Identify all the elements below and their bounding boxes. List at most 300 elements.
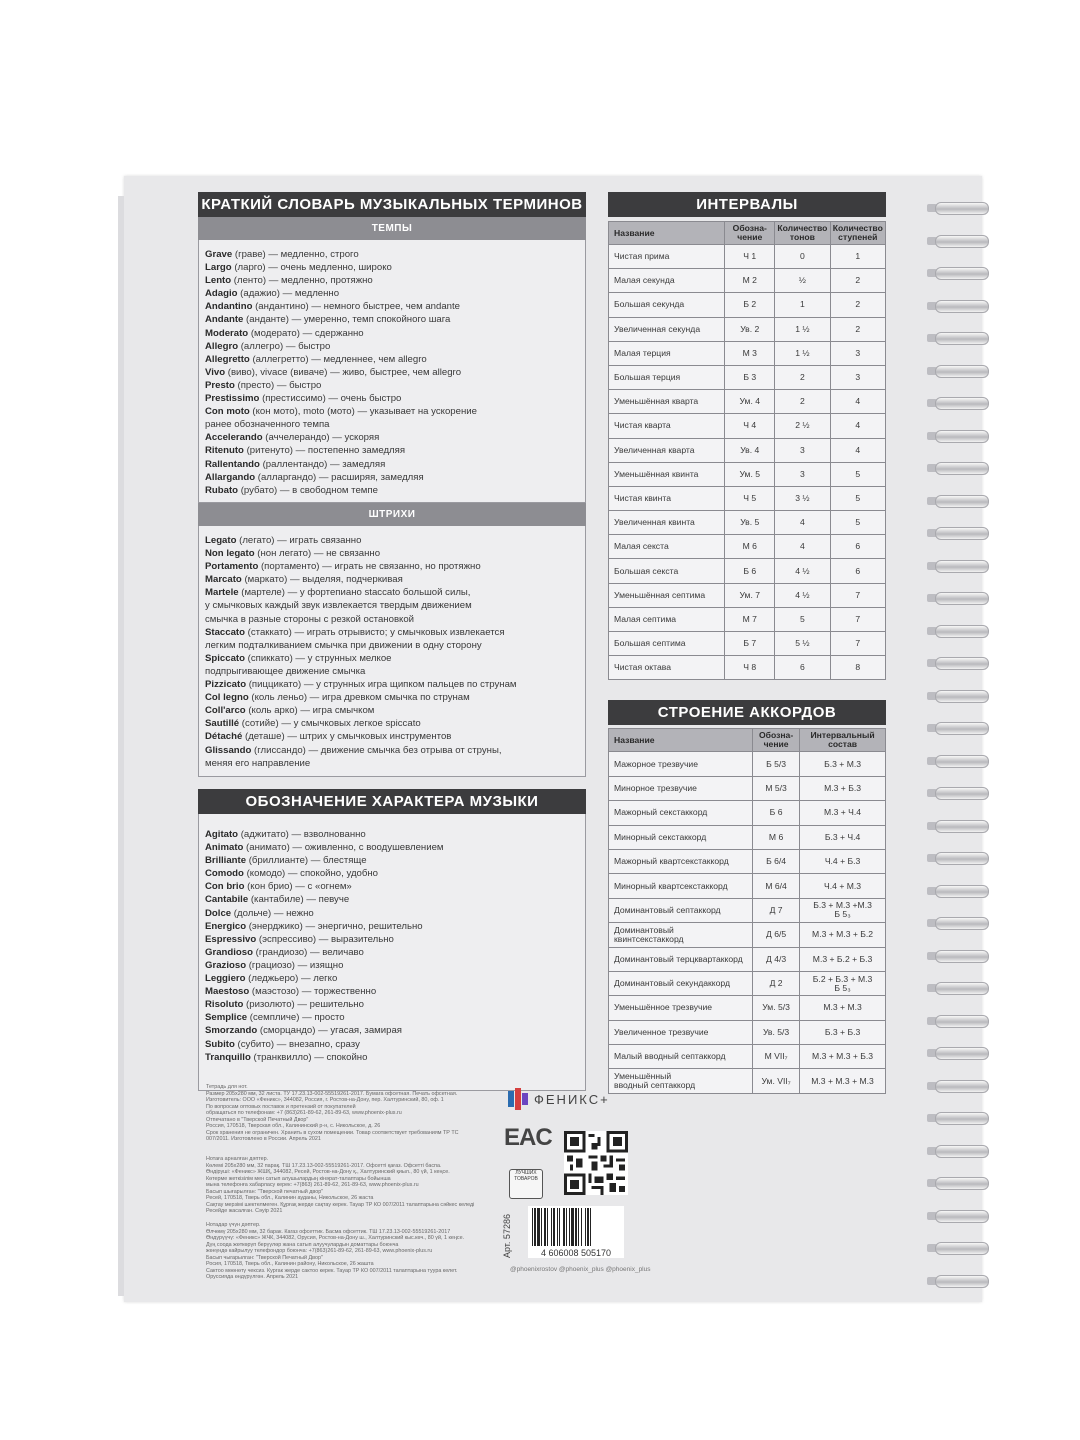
term-word: Prestissimo — [205, 393, 260, 405]
stroke_terms-term — [205, 626, 579, 639]
table-cell: 3 — [775, 462, 830, 486]
term-definition: (субито) — внезапно, сразу — [234, 1038, 360, 1050]
term-definition: (маркато) — выделяя, подчеркивая — [241, 574, 403, 586]
table-cell: Малая септима — [609, 607, 725, 631]
table-row — [609, 438, 886, 462]
spiral-ring — [925, 1240, 987, 1256]
table-cell: Большая септима — [609, 632, 725, 656]
spiral-ring — [925, 298, 987, 314]
term-definition: (аллегро) — быстро — [238, 340, 331, 352]
spiral-ring — [925, 363, 987, 379]
term-word: Détaché — [205, 731, 243, 743]
table-cell: Уменьшённая септима — [609, 583, 725, 607]
term-definition: (аччелерандо) — ускоряя — [262, 432, 380, 444]
term-definition: (сморцандо) — угасая, замирая — [257, 1025, 402, 1037]
strokes-header: ШТРИХИ — [198, 503, 586, 526]
term-word: Grazioso — [205, 959, 247, 971]
table-cell: 3 — [775, 438, 830, 462]
barcode-bar — [551, 1208, 552, 1246]
stroke_terms-term — [205, 573, 579, 586]
tempo_terms-term — [205, 444, 579, 457]
term-word: Largo — [205, 262, 232, 274]
notebook-back-cover — [124, 176, 982, 1302]
table-cell: 6 — [775, 656, 830, 680]
tempo_terms-term — [205, 340, 579, 353]
term-definition: (энерджико) — энергично, решительно — [246, 920, 423, 932]
stroke_terms-term — [205, 744, 579, 757]
table-cell: Ум. 5 — [725, 462, 775, 486]
character_terms-term — [205, 998, 579, 1011]
table-row — [609, 996, 886, 1020]
table-cell: Д 2 — [753, 971, 800, 995]
table-cell: М.3 + Ч.4 — [800, 801, 886, 825]
spiral-ring — [925, 1045, 987, 1061]
table-row — [609, 607, 886, 631]
term-word: Allargando — [205, 471, 256, 483]
table-cell: Доминантовый септаккорд — [609, 898, 753, 922]
table-cell: М 6/4 — [753, 874, 800, 898]
tables-column — [608, 192, 886, 1094]
table-cell: 4 — [830, 438, 885, 462]
barcode-digits: 4 606008 505170 — [540, 1248, 612, 1258]
spiral-ring — [925, 883, 987, 899]
barcode-bar — [532, 1208, 533, 1246]
term-definition: (грандиозо) — величаво — [252, 946, 364, 958]
stroke_terms-term — [205, 599, 579, 612]
barcode-bar — [585, 1208, 586, 1246]
barcode-bar — [571, 1208, 574, 1246]
barcode-bar — [537, 1208, 540, 1246]
table-cell: 7 — [830, 607, 885, 631]
table-cell: Чистая кварта — [609, 414, 725, 438]
table-cell: 6 — [830, 535, 885, 559]
spiral-ring — [925, 785, 987, 801]
table-cell: Ум. 4 — [725, 390, 775, 414]
spiral-ring — [925, 1143, 987, 1159]
table-cell: Ум. 5/3 — [753, 996, 800, 1020]
table-row — [609, 390, 886, 414]
table-cell: Ч 1 — [725, 245, 775, 269]
term-word: Staccato — [205, 626, 245, 638]
table-cell: Ум. 7 — [725, 583, 775, 607]
spiral-ring — [925, 850, 987, 866]
term-word: Risoluto — [205, 999, 244, 1011]
term-word: Maestoso — [205, 986, 250, 998]
character_terms-term — [205, 985, 579, 998]
term-word: Con brio — [205, 881, 245, 893]
spiral-ring — [925, 330, 987, 346]
spiral-ring — [925, 1013, 987, 1029]
term-word: Energico — [205, 920, 247, 932]
column-header: Интервальный состав — [800, 729, 886, 752]
table-cell: Большая терция — [609, 365, 725, 389]
term-definition: (анимато) — оживленно, с воодушевлением — [243, 842, 444, 854]
table-cell: Увеличенная квинта — [609, 511, 725, 535]
term-definition: меняя его направление — [205, 757, 311, 769]
table-cell: Увеличенная секунда — [609, 317, 725, 341]
spiral-ring — [925, 915, 987, 931]
term-definition: (кон брио) — с «огнем» — [244, 881, 352, 893]
term-definition: (раллентандо) — замедляя — [259, 458, 386, 470]
column-header: Название — [609, 222, 725, 245]
spiral-ring — [925, 590, 987, 606]
tempo_terms-term — [205, 274, 579, 287]
chords-table — [608, 728, 886, 1093]
barcode-bar — [547, 1208, 548, 1246]
term-word: Agitato — [205, 829, 239, 840]
table-cell: Б 2 — [725, 293, 775, 317]
table-cell: М 6 — [725, 535, 775, 559]
table-cell: Малый вводный септаккорд — [609, 1045, 753, 1069]
spiral-ring — [925, 525, 987, 541]
term-word: Leggiero — [205, 973, 246, 985]
table-row — [609, 462, 886, 486]
table-cell: Б 7 — [725, 632, 775, 656]
stroke_terms-term — [205, 717, 579, 730]
spiral-ring — [925, 753, 987, 769]
column-header: Название — [609, 729, 753, 752]
term-word: Adagio — [205, 288, 238, 300]
character-list — [198, 814, 586, 1091]
table-cell: Минорный квартсекстаккорд — [609, 874, 753, 898]
eac-mark: EAC — [504, 1124, 552, 1151]
table-cell: 0 — [775, 245, 830, 269]
table-cell: Мажорное трезвучие — [609, 752, 753, 776]
table-cell: Ув. 2 — [725, 317, 775, 341]
imprint-kz: Нотаға арналған дәптер. Көлемі 205х280 мм, 32 парақ. ТШ 17.23.13-002-55519261-2017. Офсетті қағаз. Офсетті баспа. Өндіруші: «Феникс» ЖШҚ, 344082, Ресей, Ростов-на-Дону қ., Халтуринский қиыл., 80 үй, 1 кеңсе. Көтерме жеткізілім мен сатып алушылардың кінәрат-талаптары бойынша мына телефонға хабарласу керек: +7(863) 261-89-62, 261-89-63, www.phoenix-plus.ru Басып шығарылған: "Тверской печатный двор" Ресей, 170518, Тверь обл., Калинин ауданы, Никольское, 26 жаста Сақтау мерзімі шектелмеген. Құрғақ жерде сақтау керек. Тауар ТР КО 007/2011 талаптарына сәйкес келеді Ресейде жасалған. Сәуір 2021 — [206, 1156, 475, 1214]
term-word: Portamento — [205, 561, 259, 573]
table-cell: М 2 — [725, 269, 775, 293]
stroke_terms-term — [205, 534, 579, 547]
term-definition: (модерато) — сдержанно — [248, 327, 364, 339]
term-definition: подпрыгивающее движение смычка — [205, 665, 366, 677]
table-cell: Ув. 5 — [725, 511, 775, 535]
table-row — [609, 317, 886, 341]
term-definition: ранее обозначенного темпа — [205, 419, 330, 431]
term-definition: (анданте) — умеренно, темп спокойного шага — [243, 314, 451, 326]
tempo_terms-term — [205, 379, 579, 392]
table-row — [609, 874, 886, 898]
spiral-ring — [925, 460, 987, 476]
term-definition: (престо) — быстро — [234, 379, 322, 391]
spiral-ring — [925, 623, 987, 639]
table-cell: Б 3 — [725, 365, 775, 389]
term-definition: (леджьеро) — легко — [245, 973, 338, 985]
stroke_terms-term — [205, 691, 579, 704]
barcode-bar — [559, 1208, 560, 1246]
table-cell: М 3 — [725, 341, 775, 365]
character_terms-term — [205, 933, 579, 946]
table-cell: Малая секста — [609, 535, 725, 559]
term-word: Tranquillo — [205, 1051, 251, 1063]
table-cell: М.3 + Б.2 + Б.3 — [800, 947, 886, 971]
barcode-bar — [569, 1208, 570, 1246]
table-cell: 8 — [830, 656, 885, 680]
table-cell: Мажорный секстаккорд — [609, 801, 753, 825]
table-cell: М VII₇ — [753, 1045, 800, 1069]
table-cell: Б.3 + М.3 +М.3 Б 5₃ — [800, 898, 886, 922]
table-cell: 4 ½ — [775, 559, 830, 583]
table-cell: Ч 5 — [725, 486, 775, 510]
term-definition: (рубато) — в свободном темпе — [238, 484, 378, 496]
table-cell: М.3 + Б.3 — [800, 776, 886, 800]
term-definition: (виво), vivace (виваче) — живо, быстрее, чем allegro — [225, 366, 462, 378]
table-cell: Уменьшённая кварта — [609, 390, 725, 414]
table-row — [609, 752, 886, 776]
term-definition: (престиссимо) — очень быстро — [259, 393, 402, 405]
table-row — [609, 414, 886, 438]
table-cell: 5 — [830, 511, 885, 535]
tempo_terms-term — [205, 261, 579, 274]
table-cell: Б 6 — [725, 559, 775, 583]
character_terms-term — [205, 828, 579, 841]
term-definition: (граве) — медленно, строго — [232, 249, 359, 260]
character_terms-term — [205, 893, 579, 906]
table-cell: Ч 4 — [725, 414, 775, 438]
term-word: Vivo — [205, 366, 226, 378]
table-row — [609, 849, 886, 873]
term-word: Allegretto — [205, 353, 250, 365]
stroke_terms-term — [205, 613, 579, 626]
spiral-ring — [925, 980, 987, 996]
barcode-bar — [534, 1208, 536, 1246]
character_terms-term — [205, 920, 579, 933]
table-row — [609, 511, 886, 535]
table-row — [609, 245, 886, 269]
article-number: Арт. 57286 — [502, 1214, 512, 1258]
table-row — [609, 535, 886, 559]
table-cell: 4 — [830, 414, 885, 438]
table-row — [609, 923, 886, 947]
term-definition: (стаккато) — играть отрывисто; у смычковых извлекается — [245, 626, 505, 638]
term-definition: (транквилло) — спокойно — [250, 1051, 368, 1063]
table-cell: 2 ½ — [775, 414, 830, 438]
table-cell: Д 7 — [753, 898, 800, 922]
term-word: Non legato — [205, 548, 255, 560]
brand-name: ФЕНИКС+ — [534, 1092, 610, 1107]
term-definition: (бриллианте) — блестяще — [246, 855, 367, 867]
table-cell: ½ — [775, 269, 830, 293]
term-definition: смычка в разные стороны с резкой остановкой — [205, 613, 415, 625]
term-word: Smorzando — [205, 1025, 258, 1037]
tempo_terms-term — [205, 458, 579, 471]
table-cell: Ум. VII₇ — [753, 1069, 800, 1093]
spiral-binding — [925, 200, 995, 1290]
tempo-header: ТЕМПЫ — [198, 217, 586, 240]
term-definition: (аллегретто) — медленнее, чем allegro — [249, 353, 427, 365]
term-word: Allegro — [205, 340, 239, 352]
term-definition: легким подталкиванием смычка при движении в одну сторону — [205, 639, 482, 651]
term-word: Rallentando — [205, 458, 260, 470]
term-word: Sautillé — [205, 718, 240, 730]
spiral-ring — [925, 265, 987, 281]
tempo_terms-term — [205, 313, 579, 326]
character_terms-term — [205, 959, 579, 972]
term-word: Comodo — [205, 868, 244, 880]
phoenix-logo-icon — [508, 1088, 528, 1110]
table-cell: Ув. 4 — [725, 438, 775, 462]
term-word: Animato — [205, 842, 244, 854]
character_terms-term — [205, 880, 579, 893]
table-row — [609, 776, 886, 800]
dictionary-title: КРАТКИЙ СЛОВАРЬ МУЗЫКАЛЬНЫХ ТЕРМИНОВ — [198, 192, 586, 217]
table-cell: 1 — [775, 293, 830, 317]
character-title: ОБОЗНАЧЕНИЕ ХАРАКТЕРА МУЗЫКИ — [198, 789, 586, 814]
tempo-list — [198, 240, 586, 503]
table-cell: М.3 + М.3 + Б.2 — [800, 923, 886, 947]
tempo_terms-term — [205, 431, 579, 444]
term-definition: (коль арко) — игра смычком — [245, 705, 375, 717]
barcode-bar — [544, 1208, 546, 1246]
term-definition: (ленто) — медленно, протяжно — [231, 275, 373, 287]
stroke_terms-term — [205, 547, 579, 560]
table-cell: 1 — [830, 245, 885, 269]
stroke_terms-term — [205, 652, 579, 665]
term-definition: (спиккато) — у струнных мелкое — [245, 652, 392, 664]
spiral-ring — [925, 1175, 987, 1191]
character_terms-term — [205, 907, 579, 920]
term-word: Con moto — [205, 406, 250, 418]
term-definition: (портаменто) — играть не связанно, но протяжно — [258, 561, 481, 573]
term-word: Legato — [205, 535, 237, 546]
table-row — [609, 1020, 886, 1044]
barcode-bar — [581, 1208, 582, 1246]
table-cell: М 6 — [753, 825, 800, 849]
table-cell: 2 — [830, 317, 885, 341]
spiral-ring — [925, 688, 987, 704]
table-row — [609, 486, 886, 510]
table-cell: 3 — [830, 341, 885, 365]
table-cell: Малая терция — [609, 341, 725, 365]
table-cell: Минорный секстаккорд — [609, 825, 753, 849]
term-word: Presto — [205, 379, 235, 391]
table-row — [609, 559, 886, 583]
column-header: Обозна- чение — [753, 729, 800, 752]
table-cell: Ч.4 + М.3 — [800, 874, 886, 898]
term-word: Andantino — [205, 301, 253, 313]
term-definition: (кантабиле) — певуче — [248, 894, 350, 906]
spiral-ring — [925, 395, 987, 411]
tempo_terms-term — [205, 392, 579, 405]
term-definition: (эспрессиво) — выразительно — [256, 933, 394, 945]
column-header: Количество ступеней — [830, 222, 885, 245]
chords-title: СТРОЕНИЕ АККОРДОВ — [608, 700, 886, 725]
table-cell: 5 — [830, 462, 885, 486]
table-cell: 3 ½ — [775, 486, 830, 510]
term-word: Subito — [205, 1038, 235, 1050]
character_terms-term — [205, 841, 579, 854]
intervals-title: ИНТЕРВАЛЫ — [608, 192, 886, 217]
term-definition: (аджитато) — взволнованно — [238, 829, 366, 840]
table-cell: Б 5/3 — [753, 752, 800, 776]
table-cell: М 7 — [725, 607, 775, 631]
table-cell: М.3 + М.3 + Б.3 — [800, 1045, 886, 1069]
stroke_terms-term — [205, 665, 579, 678]
term-definition: (нон легато) — не связанно — [254, 548, 381, 560]
stroke_terms-term — [205, 757, 579, 770]
table-cell: 5 — [775, 607, 830, 631]
term-definition: (маэстозо) — торжественно — [249, 986, 377, 998]
term-word: Cantabile — [205, 894, 249, 906]
table-cell: Б.3 + Б.3 — [800, 1020, 886, 1044]
table-row — [609, 293, 886, 317]
term-word: Martele — [205, 587, 239, 599]
spiral-ring — [925, 200, 987, 216]
term-word: Lento — [205, 275, 232, 287]
barcode-bar — [578, 1208, 579, 1246]
table-cell: Ув. 5/3 — [753, 1020, 800, 1044]
term-word: Ritenuto — [205, 445, 244, 457]
term-word: Accelerando — [205, 432, 263, 444]
term-word: Col legno — [205, 692, 249, 704]
table-cell: Б 6 — [753, 801, 800, 825]
table-row — [609, 1069, 886, 1093]
character_terms-term — [205, 1024, 579, 1037]
term-word: Coll'arco — [205, 705, 246, 717]
tempo_terms-term — [205, 484, 579, 497]
table-cell: Доминантовый квинтсекстаккорд — [609, 923, 753, 947]
table-cell: М.3 + М.3 + М.3 — [800, 1069, 886, 1093]
table-cell: Малая секунда — [609, 269, 725, 293]
table-row — [609, 583, 886, 607]
table-cell: Ч 8 — [725, 656, 775, 680]
table-cell: Уменьшённое трезвучие — [609, 996, 753, 1020]
spiral-ring — [925, 1208, 987, 1224]
table-cell: Доминантовый секундаккорд — [609, 971, 753, 995]
tempo_terms-term — [205, 287, 579, 300]
best-goods-badge: ЛУЧШИХ ТОВАРОВ — [509, 1169, 543, 1199]
stroke_terms-term — [205, 704, 579, 717]
table-cell: 5 — [830, 486, 885, 510]
term-word: Brilliante — [205, 855, 247, 867]
table-cell: Мажорный квартсекстаккорд — [609, 849, 753, 873]
barcode-bar — [541, 1208, 542, 1246]
term-word: Semplice — [205, 1012, 248, 1024]
term-definition: (андантино) — немного быстрее, чем andante — [252, 301, 461, 313]
table-row — [609, 632, 886, 656]
term-definition: (легато) — играть связанно — [236, 535, 362, 546]
term-word: Moderato — [205, 327, 249, 339]
character_terms-term — [205, 867, 579, 880]
table-cell: 4 — [775, 511, 830, 535]
table-cell: Большая секунда — [609, 293, 725, 317]
spiral-ring — [925, 655, 987, 671]
term-word: Spiccato — [205, 652, 245, 664]
barcode-icon — [528, 1206, 624, 1258]
stroke_terms-term — [205, 560, 579, 573]
table-cell: 4 — [830, 390, 885, 414]
table-cell: Д 6/5 — [753, 923, 800, 947]
table-cell: 2 — [775, 390, 830, 414]
term-definition: (ларго) — очень медленно, широко — [231, 262, 392, 274]
table-cell: Доминантовый терцквартаккорд — [609, 947, 753, 971]
term-definition: (пиццикато) — у струнных игра щипком пальцев по струнам — [246, 679, 517, 691]
spiral-ring — [925, 1110, 987, 1126]
music-dictionary — [198, 192, 586, 1091]
term-word: Marcato — [205, 574, 242, 586]
character_terms-term — [205, 972, 579, 985]
term-word: Rubato — [205, 484, 239, 496]
table-cell: 4 ½ — [775, 583, 830, 607]
tempo_terms-term — [205, 405, 579, 418]
table-cell: Увеличенное трезвучие — [609, 1020, 753, 1044]
barcode-bar — [587, 1208, 589, 1246]
table-cell: 1 ½ — [775, 317, 830, 341]
table-cell: Чистая прима — [609, 245, 725, 269]
table-cell: 2 — [775, 365, 830, 389]
table-cell: М.3 + М.3 — [800, 996, 886, 1020]
tempo_terms-term — [205, 353, 579, 366]
